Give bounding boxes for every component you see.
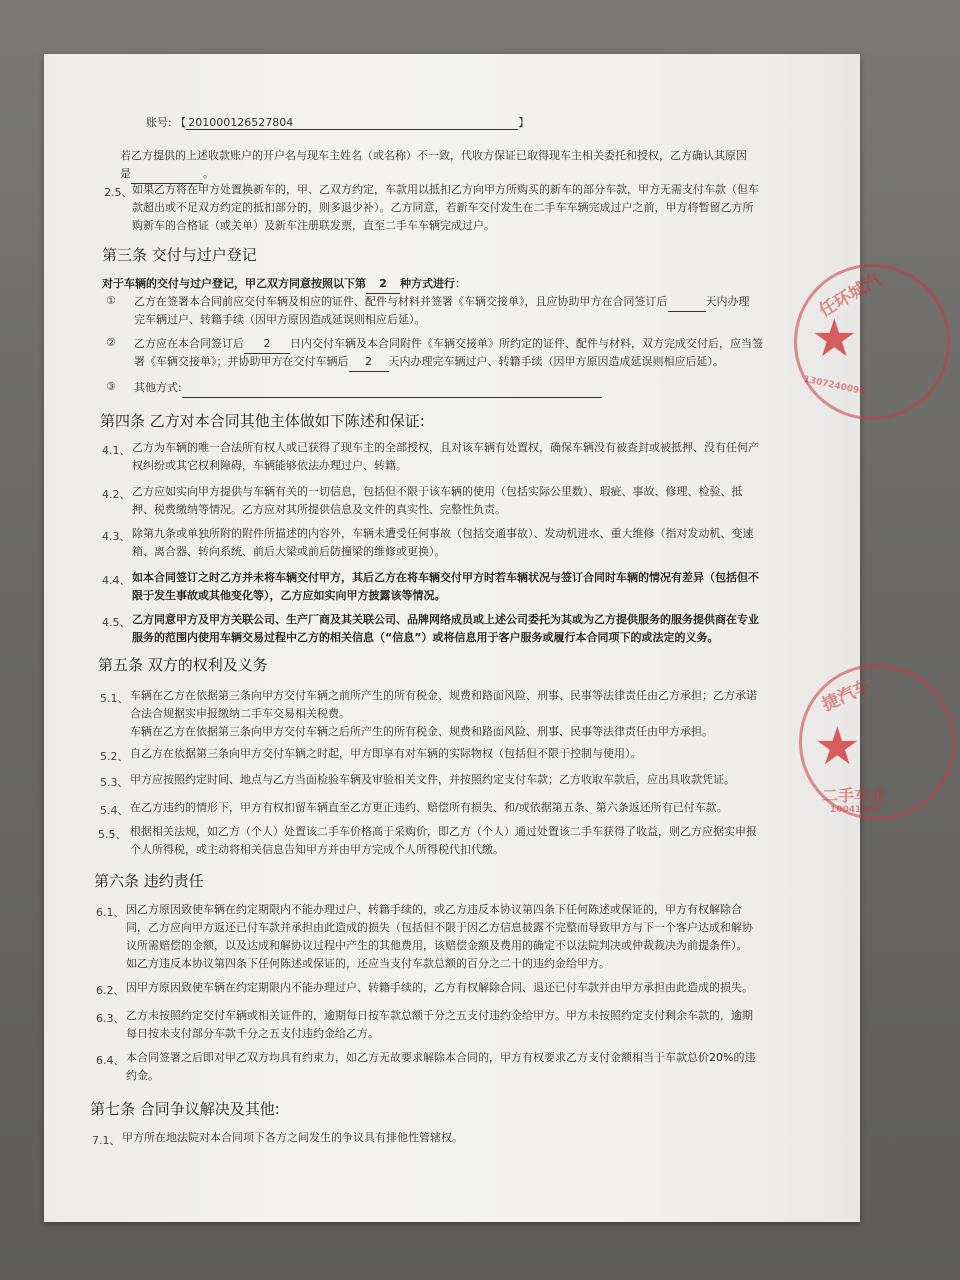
company-seal-stamp-1 xyxy=(794,264,950,420)
clause-line: 乙方应如实向甲方提供与车辆有关的一切信息，包括但不限于该车辆的使用（包括实际公里数）、瑕疵、事故、修理、检验、抵 xyxy=(132,485,743,498)
clause-line: 如乙方违反本协议第四条下任何陈述或保证的，还应当支付车款总额的百分之二十的违约金给甲方。 xyxy=(126,957,610,970)
article5-title: 第五条 双方的权利及义务 xyxy=(98,656,268,674)
clause-line: 因乙方原因致使车辆在约定期限内不能办理过户、转籍手续的，或乙方违反本协议第四条下任何陈述或保证的，甲方有权解除合 xyxy=(126,903,742,916)
account-label: 账号: xyxy=(146,116,172,129)
clause-num: 5.3、 xyxy=(100,776,129,789)
clause-num: 6.2、 xyxy=(96,984,125,997)
clause-num: 6.3、 xyxy=(96,1012,125,1025)
clause-line: 限于发生事故或其他变化等），乙方应如实向甲方披露该等情况。 xyxy=(132,589,446,602)
clause-line: 乙方未按照约定交付车辆或相关证件的，逾期每日按车款总额千分之五支付违约金给甲方。甲方未按照约定支付剩余车款的，逾期 xyxy=(126,1009,753,1022)
clause-line: 议所需赔偿的金额，以及达成和解协议过程中产生的其他费用，该赔偿金额及费用的确定不以法院判决或仲裁裁决为前提条件）。 xyxy=(126,939,748,952)
clause-num: 5.1、 xyxy=(100,692,129,705)
clause-line: 服务的范围内使用车辆交易过程中乙方的相关信息（“信息”）或将信息用于客户服务或履行本合同项下的或法定的义务。 xyxy=(132,631,719,644)
seal-star-icon: ★ xyxy=(814,717,861,777)
clause-num: 5.2、 xyxy=(100,750,129,763)
clause-num: 4.1、 xyxy=(102,444,131,457)
clause-num: 4.3、 xyxy=(102,530,131,543)
article3-lead: 对于车辆的交付与过户登记，甲乙双方同意按照以下第 2 种方式进行： xyxy=(102,274,466,294)
intro-line-2: 是 。 xyxy=(120,164,214,184)
seal-text: 任环城汽 xyxy=(815,270,885,322)
option-num: ① xyxy=(106,294,116,307)
clause-num: 4.5、 xyxy=(102,616,131,629)
clause-line: 购新车的合格证（或关单）及新车注册联发票，直至二手车车辆完成过户。 xyxy=(132,219,495,232)
article6-title: 第六条 违约责任 xyxy=(94,872,204,890)
article3-title: 第三条 交付与过户登记 xyxy=(102,246,257,264)
clause-line: 款超出或不足双方约定的抵扣部分的，则多退少补）。乙方同意，若新车交付发生在二手车车辆完成过户之前，甲方将暂留乙方所 xyxy=(132,201,754,214)
clause-line: 如果乙方将在甲方处置换新车的，甲、乙双方约定，车款用以抵扣乙方向甲方所购买的新车的部分车款，甲方无需支付车款（但车 xyxy=(132,183,759,196)
option-num: ③ xyxy=(106,380,116,393)
clause-line: 乙方同意甲方及甲方关联公司、生产厂商及其关联公司、品牌网络成员或上述公司委托为其或为乙方提供服务的服务提供商在专业 xyxy=(132,613,759,626)
clause-line: 甲方应按照约定时间、地点与乙方当面检验车辆及审验相关文件，并按照约定支付车款；乙方收取车款后，应出具收款凭证。 xyxy=(130,773,735,786)
clause-line: 权纠纷或其它权利障碍，车辆能够依法办理过户、转籍。 xyxy=(132,459,407,472)
clause-num: 6.1、 xyxy=(96,906,125,919)
clause-num: 4.2、 xyxy=(102,488,131,501)
clause-line: 在乙方违约的情形下，甲方有权扣留车辆直至乙方更正违约、赔偿所有损失、和/或依据第五条、第六条返还所有已付车款。 xyxy=(130,801,728,814)
intro-line-1: 若乙方提供的上述收款账户的开户名与现车主姓名（或名称）不一致，代收方保证已取得现车主相关委托和授权，乙方确认其原因 xyxy=(120,149,747,162)
clause-num: 7.1、 xyxy=(92,1134,121,1147)
clause-line: 根据相关法规，如乙方（个人）处置该二手车价格高于采购价，即乙方（个人）通过处置该二手车获得了收益，则乙方应据实申报 xyxy=(130,825,757,838)
option3-line: 其他方式: xyxy=(134,378,602,398)
option1-line2: 完车辆过户、转籍手续（因甲方原因造成延误则相应后延）。 xyxy=(134,313,426,326)
article7-title: 第七条 合同争议解决及其他: xyxy=(90,1100,280,1118)
company-seal-stamp-2 xyxy=(799,664,955,820)
article4-title: 第四条 乙方对本合同其他主体做如下陈述和保证: xyxy=(100,412,425,430)
clause-line: 自乙方在依据第三条向甲方交付车辆之时起，甲方即享有对车辆的实际物权（包括但不限于控制与使用）。 xyxy=(130,747,642,760)
clause-line: 约金。 xyxy=(126,1069,159,1082)
clause-line: 箱、离合器、转向系统、前后大梁或前后防撞梁的维修或更换）。 xyxy=(132,545,446,558)
clause-line: 车辆在乙方在依据第三条向甲方交付车辆之前所产生的所有税金、规费和路面风险、刑事、民事等法律责任由乙方承担；乙方承诺 xyxy=(130,689,757,702)
account-row: 账号: 【 201000126527804 】 xyxy=(146,116,530,129)
option2-line1: 乙方应在本合同签订后 2 日内交付车辆及本合同附件《车辆交接单》所约定的证件、配件与材料，双方完成交付后，应当签 xyxy=(134,334,763,354)
seal-text: 捷汽车 xyxy=(819,675,874,716)
clause-line: 车辆在乙方在依据第三条向甲方交付车辆之后所产生的所有税金、规费和路面风险、刑事、民事等法律责任由甲方承担。 xyxy=(130,725,713,738)
option1-line1: 乙方在签署本合同前应交付车辆及相应的证件、配件与材料并签署《车辆交接单》，且应协助甲方在合同签订后 天内办理 xyxy=(134,292,750,312)
clause-line: 乙方为车辆的唯一合法所有权人或已获得了现车主的全部授权，且对该车辆有处置权，确保车辆没有被查封或被抵押、没有任何产 xyxy=(132,441,759,454)
clause-line: 押、税费缴纳等情况。乙方应对其所提供信息及文件的真实性、完整性负责。 xyxy=(132,503,506,516)
seal-number: 1307240096 xyxy=(802,374,866,398)
clause-num: 5.5、 xyxy=(98,828,127,841)
clause-line: 除第九条或单独所附的附件所描述的内容外，车辆未遭受任何事故（包括交通事故）、发动机进水、重大维修（指对发动机、变速 xyxy=(132,527,754,540)
clause-line: 甲方所在地法院对本合同项下各方之间发生的争议具有排他性管辖权。 xyxy=(122,1131,463,1144)
option-num: ② xyxy=(106,336,116,349)
contract-page xyxy=(44,54,887,1222)
clause-num: 5.4、 xyxy=(100,804,129,817)
clause-line: 合法合规据实申报缴纳二手车交易相关税费。 xyxy=(130,707,350,720)
seal-star-icon: ★ xyxy=(811,309,858,369)
account-number: 201000126527804 xyxy=(186,116,518,130)
clause-num: 6.4、 xyxy=(96,1054,125,1067)
clause-line: 每日按未支付部分车款千分之五支付违约金给乙方。 xyxy=(126,1027,379,1040)
option2-line2: 署《车辆交接单》；并协助甲方在交付车辆后 2 天内办理完车辆过户、转籍手续（因甲方原因造成延误则相应后延）。 xyxy=(134,352,724,372)
seal-number: 10041003 xyxy=(830,805,881,815)
clause-line: 因甲方原因致使车辆在约定期限内不能办理过户、转籍手续的，乙方有权解除合同、退还已付车款并由甲方承担由此造成的损失。 xyxy=(126,981,753,994)
clause-num: 4.4、 xyxy=(102,574,131,587)
seal-text: 二手车业 xyxy=(822,786,887,805)
clause-line: 同，乙方应向甲方返还已付车款并承担由此造成的损失（包括但不限于因乙方信息披露不完整而导致甲方与下一个客户达成和解协 xyxy=(126,921,753,934)
clause-num: 2.5、 xyxy=(104,186,133,199)
clause-line: 本合同签署之后即对甲乙双方均具有约束力，如乙方无故要求解除本合同的，甲方有权要求乙方支付金额相当于车款总价20%的违 xyxy=(126,1051,756,1064)
clause-line: 如本合同签订之时乙方并未将车辆交付甲方，其后乙方在将车辆交付甲方时若车辆状况与签订合同时车辆的情况有差异（包括但不 xyxy=(132,571,759,584)
clause-line: 个人所得税，或主动将相关信息告知甲方并由甲方完成个人所得税代扣代缴。 xyxy=(130,843,504,856)
